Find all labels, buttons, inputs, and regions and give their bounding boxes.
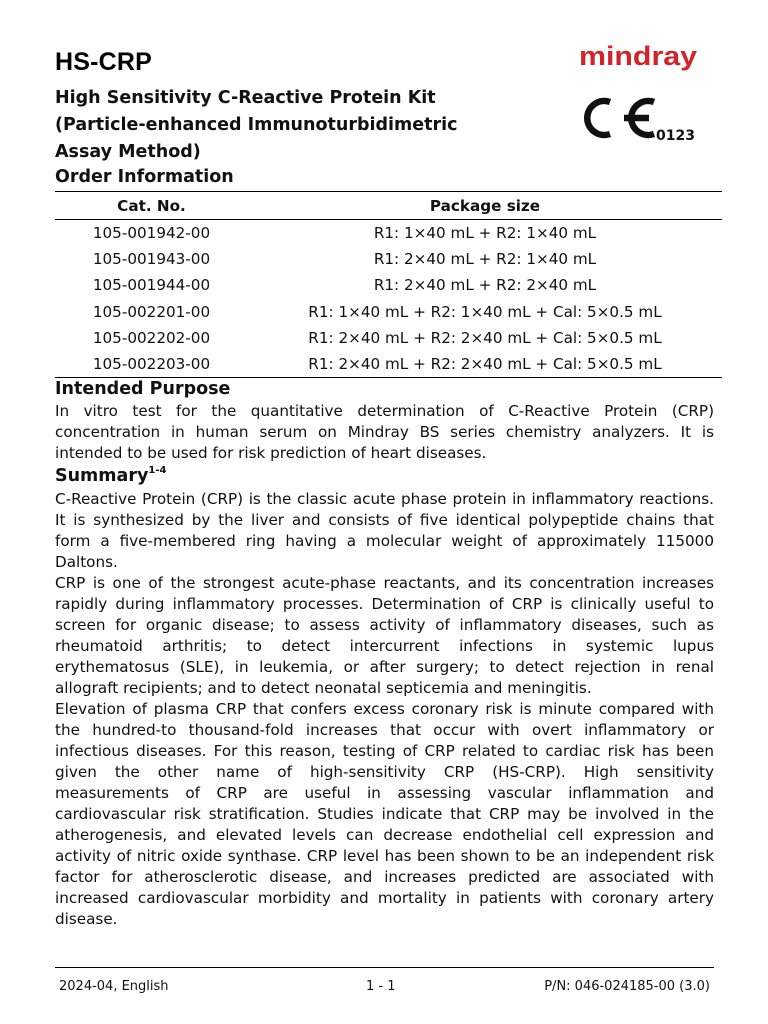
cat-no-cell: 105-001942-00 <box>92 224 211 243</box>
footer-date-language: 2024-04, English <box>59 979 169 994</box>
mindray-logo-text: mindray <box>579 41 697 71</box>
footer-page-number: 1 - 1 <box>366 979 396 994</box>
subtitle-line: Assay Method) <box>55 142 201 162</box>
table-row <box>55 299 722 325</box>
paragraph: In vitro test for the quantitative determination of C-Reactive Protein (CRP) concentration in human serum on Mindray BS series chemistry analyzers. It is intended to be used for risk prediction of heart diseases. <box>55 402 714 462</box>
table-row <box>55 351 722 378</box>
footer-part-number: P/N: 046-024185-00 (3.0) <box>544 979 710 994</box>
cat-no-cell: 105-002202-00 <box>92 328 211 347</box>
table-row <box>55 246 722 272</box>
package-size-cell: R1: 2×40 mL + R2: 2×40 mL <box>373 276 597 295</box>
package-size-cell: R1: 2×40 mL + R2: 2×40 mL + Cal: 5×0.5 mL <box>308 328 662 347</box>
table-header-row <box>55 192 722 220</box>
ce-mark-e <box>624 101 654 135</box>
summary-text <box>55 489 714 930</box>
package-size-cell: R1: 2×40 mL + R2: 1×40 mL <box>373 250 597 269</box>
table-row <box>55 325 722 351</box>
paragraph: C-Reactive Protein (CRP) is the classic acute phase protein in inflammatory reactions. It is synthesized by the liver and consists of five identical polypeptide chains that form a five-membered ring having a molecular weight of approximately 115000 Daltons. <box>55 490 714 571</box>
column-header-cat-no: Cat. No. <box>55 192 248 220</box>
paragraph: CRP is one of the strongest acute-phase reactants, and its concentration increases rapidly during inflammatory processes. Determination of CRP is clinically useful to screen for organic disease; to assess activity of inflammatory diseases, such as rheumatoid arthritis; to detect intercurrent infections in systemic lupus erythematosus (SLE), in leukemia, or after surgery; to detect rejection in renal allograft recipients; and to detect neonatal septicemia and meningitis. <box>55 574 714 697</box>
ce-mark-c <box>587 101 610 135</box>
ce-notified-body-number: 0123 <box>656 128 695 144</box>
column-header-package-size: Package size <box>248 192 722 220</box>
intended-purpose-heading: Intended Purpose <box>55 379 231 399</box>
summary-heading <box>55 466 166 486</box>
cat-no-cell: 105-001943-00 <box>92 250 211 269</box>
page-footer <box>55 967 714 994</box>
cat-no-cell: 105-001944-00 <box>92 276 211 295</box>
cat-no-cell: 105-002201-00 <box>92 302 211 321</box>
document-subtitle <box>55 85 535 166</box>
summary-heading-text: Summary <box>55 466 149 486</box>
package-size-cell: R1: 2×40 mL + R2: 2×40 mL + Cal: 5×0.5 mL <box>248 351 722 378</box>
table-row <box>55 272 722 298</box>
cat-no-cell: 105-002203-00 <box>55 351 248 378</box>
ce-mark-icon <box>574 92 704 144</box>
package-size-cell: R1: 1×40 mL + R2: 1×40 mL <box>373 224 597 243</box>
package-size-cell: R1: 1×40 mL + R2: 1×40 mL + Cal: 5×0.5 mL <box>308 302 662 321</box>
intended-purpose-text <box>55 401 714 464</box>
subtitle-line: (Particle-enhanced Immunoturbidimetric <box>55 115 458 135</box>
order-information-heading: Order Information <box>55 167 234 187</box>
paragraph: Elevation of plasma CRP that confers excess coronary risk is minute compared with the hundred-to thousand-fold increases that occur with overt inflammatory or infectious diseases. For this reason, testing of CRP related to cardiac risk has been given the other name of high-sensitivity CRP (HS-CRP). High sensitivity measurements of CRP are useful in assessing vascular inflammation and cardiovascular risk stratification. Studies indicate that CRP may be involved in the atherogenesis, and elevated levels can decrease endothelial cell expression and activity of nitric oxide synthase. CRP level has been shown to be an independent risk factor for atherosclerotic disease, and increases predicted are associated with increased cardiovascular morbidity and mortality in patients with coronary artery disease. <box>55 700 714 928</box>
document-title: HS-CRP <box>55 48 153 76</box>
mindray-logo <box>578 40 700 78</box>
reference-superscript: 1-4 <box>148 465 167 477</box>
table-row <box>55 220 722 247</box>
subtitle-line: High Sensitivity C-Reactive Protein Kit <box>55 88 436 108</box>
order-information-table <box>55 191 722 378</box>
